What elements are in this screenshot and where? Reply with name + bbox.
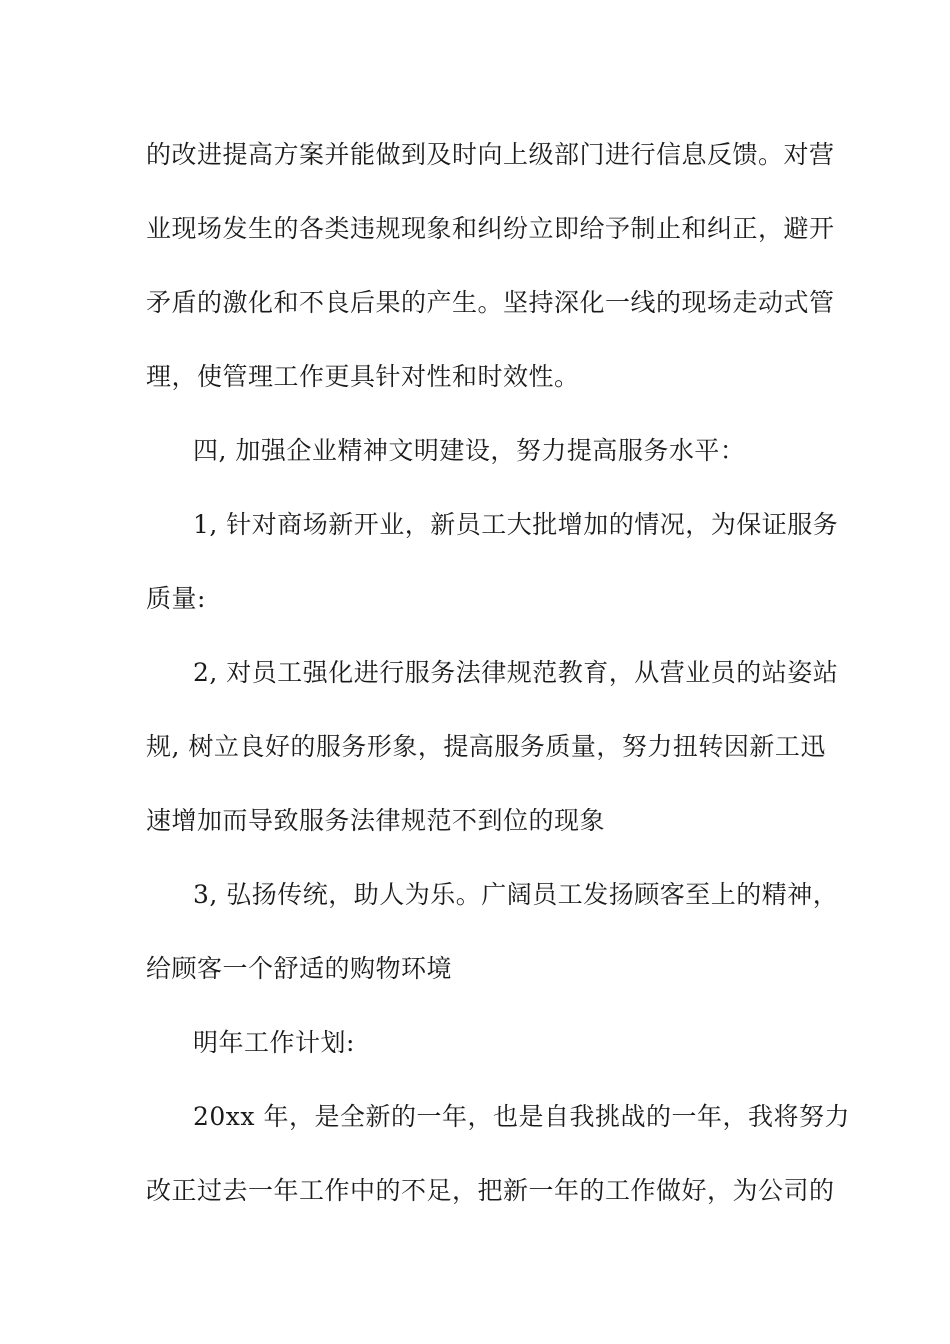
section-heading: 明年工作计划: — [193, 1028, 355, 1057]
section-heading: 四, 加强企业精神文明建设，努力提高服务水平： — [193, 436, 746, 465]
text-line: 速增加而导致服务法律规范不到位的现象 — [146, 806, 606, 835]
text-line: 的改进提高方案并能做到及时向上级部门进行信息反馈。对营 — [146, 140, 835, 169]
text-line: 改正过去一年工作中的不足，把新一年的工作做好，为公司的 — [146, 1176, 835, 1205]
text-line: 矛盾的激化和不良后果的产生。坚持深化一线的现场走动式管 — [146, 288, 835, 317]
list-item: 1, 针对商场新开业，新员工大批增加的情况，为保证服务 — [193, 510, 839, 539]
list-item: 2, 对员工强化进行服务法律规范教育，从营业员的站姿站 — [193, 658, 839, 687]
paragraph-start: 20xx 年，是全新的一年，也是自我挑战的一年，我将努力 — [193, 1102, 850, 1131]
list-item: 3, 弘扬传统，助人为乐。广阔员工发扬顾客至上的精神， — [193, 880, 839, 909]
text-line: 质量: — [146, 584, 206, 613]
text-line: 给顾客一个舒适的购物环境 — [146, 954, 453, 983]
text-line: 业现场发生的各类违规现象和纠纷立即给予制止和纠正，避开 — [146, 214, 835, 243]
text-line: 理，使管理工作更具针对性和时效性。 — [146, 362, 580, 391]
text-line: 规, 树立良好的服务形象，提高服务质量，努力扭转因新工迅 — [146, 732, 826, 761]
